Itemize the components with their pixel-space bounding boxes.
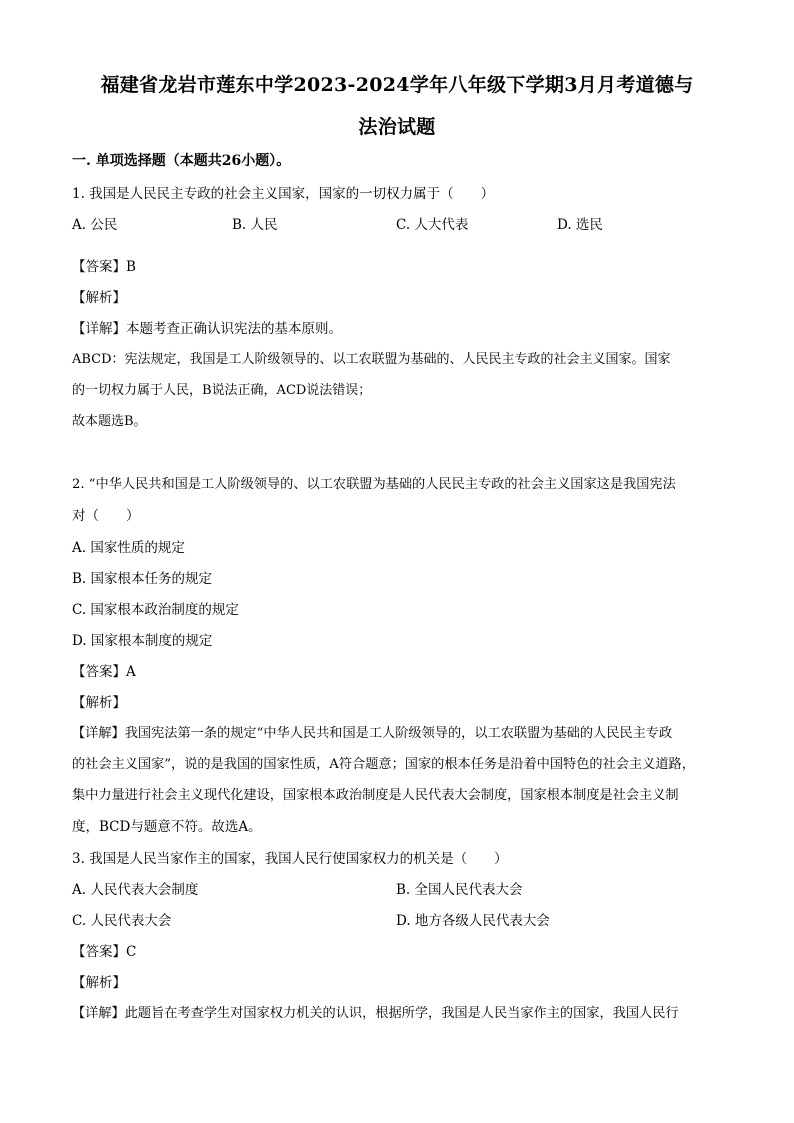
question-1-option-d: D. 选民: [557, 217, 603, 233]
question-1-option-a: A. 公民: [72, 217, 118, 233]
question-3-stem: 3. 我国是人民当家作主的国家，我国人民行使国家权力的机关是（ ）: [72, 851, 508, 867]
question-2-option-a: A. 国家性质的规定: [72, 540, 185, 556]
question-2-option-d: D. 国家根本制度的规定: [72, 633, 213, 649]
question-2-stem-line-2: 对（ ）: [72, 508, 140, 524]
question-2-option-b: B. 国家根本任务的规定: [72, 571, 213, 587]
document-title-line-1: 福建省龙岩市莲东中学2023-2024学年八年级下学期3月月考道德与: [100, 74, 694, 96]
question-1-stem: 1. 我国是人民民主专政的社会主义国家，国家的一切权力属于（ ）: [72, 186, 495, 202]
question-3-option-c: C. 人民代表大会: [72, 913, 172, 929]
question-2-analysis-label: 【解析】: [72, 695, 126, 711]
question-3-option-a: A. 人民代表大会制度: [72, 882, 199, 898]
question-1-explanation-line-2: 的一切权力属于人民，B说法正确，ACD说法错误；: [72, 383, 372, 398]
question-3-analysis-label: 【解析】: [72, 975, 126, 991]
question-2-option-c: C. 国家根本政治制度的规定: [72, 602, 239, 618]
question-1-option-c: C. 人大代表: [396, 217, 469, 233]
question-2-explanation-line-1: 【详解】我国宪法第一条的规定“中华人民共和国是工人阶级领导的，以工农联盟为基础的人民民主专政: [72, 726, 673, 741]
question-2-answer: 【答案】A: [72, 664, 136, 680]
question-1-analysis-label: 【解析】: [72, 290, 126, 306]
section-heading: 一. 单项选择题（本题共26小题）。: [72, 153, 291, 169]
question-1-detail: 【详解】本题考查正确认识宪法的基本原则。: [72, 321, 342, 337]
question-3-explanation-line-1: 【详解】此题旨在考查学生对国家权力机关的认识，根据所学，我国是人民当家作主的国家，我国人民行: [72, 1006, 679, 1021]
document-title-line-2: 法治试题: [358, 116, 436, 138]
question-1-option-b: B. 人民: [232, 217, 278, 233]
question-2-stem-line-1: 2. “中华人民共和国是工人阶级领导的、以工农联盟为基础的人民民主专政的社会主义国家这是我国宪法: [72, 477, 676, 492]
question-3-answer: 【答案】C: [72, 944, 137, 960]
question-2-explanation-line-3: 集中力量进行社会主义现代化建设，国家根本政治制度是人民代表大会制度，国家根本制度是社会主义制: [72, 788, 679, 803]
question-1-answer: 【答案】B: [72, 259, 136, 275]
question-1-explanation-line-3: 故本题选B。: [72, 414, 147, 429]
question-2-explanation-line-2: 的社会主义国家”，说的是我国的国家性质，A符合题意；国家的根本任务是沿着中国特色的社会主义道路，: [72, 757, 695, 772]
question-3-option-d: D. 地方各级人民代表大会: [396, 913, 550, 929]
question-2-explanation-line-4: 度，BCD与题意不符。故选A。: [72, 819, 262, 835]
question-3-option-b: B. 全国人民代表大会: [396, 882, 523, 898]
question-1-explanation-line-1: ABCD：宪法规定，我国是工人阶级领导的、以工农联盟为基础的、人民民主专政的社会主义国家。国家: [72, 352, 671, 367]
